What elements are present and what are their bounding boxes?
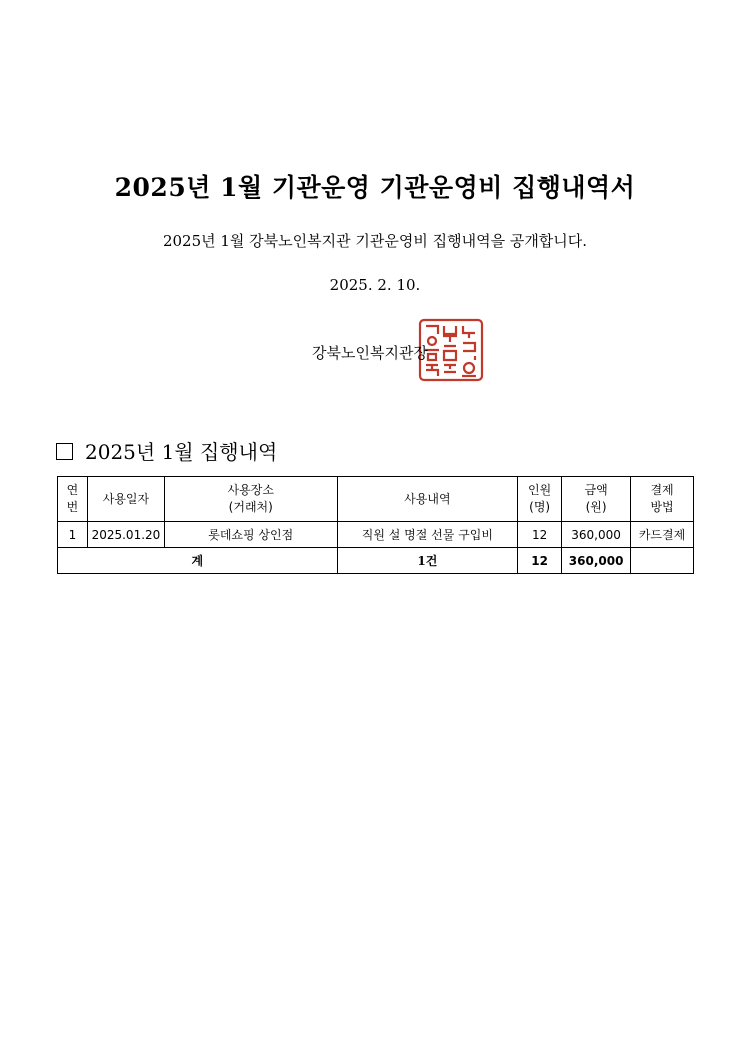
document-title: 2025년 1월 기관운영 기관운영비 집행내역서 xyxy=(114,173,636,202)
cell-people: 12 xyxy=(518,522,562,548)
col-header-detail: 사용내역 xyxy=(337,477,518,522)
document-subtitle: 2025년 1월 강북노인복지관 기관운영비 집행내역을 공개합니다. xyxy=(162,232,588,250)
total-row xyxy=(58,548,694,574)
signatory-name: 강북노인복지관장 xyxy=(312,344,428,362)
table-row xyxy=(58,522,694,548)
total-amount: 360,000 xyxy=(562,548,631,574)
col-header-amount: 금액 (원) xyxy=(562,477,631,522)
total-label: 계 xyxy=(58,548,338,574)
square-bullet-icon xyxy=(56,443,73,460)
col-header-place: 사용장소 (거래처) xyxy=(164,477,337,522)
total-payment xyxy=(631,548,694,574)
cell-place: 롯데쇼핑 상인점 xyxy=(164,522,337,548)
col-header-no: 연 번 xyxy=(58,477,88,522)
cell-payment: 카드결제 xyxy=(631,522,694,548)
total-count: 1건 xyxy=(337,548,518,574)
col-header-date: 사용일자 xyxy=(87,477,164,522)
cell-no: 1 xyxy=(58,522,88,548)
col-header-payment: 결제 방법 xyxy=(631,477,694,522)
total-people: 12 xyxy=(518,548,562,574)
section-heading: 2025년 1월 집행내역 xyxy=(56,436,277,465)
document-date: 2025. 2. 10. xyxy=(329,276,421,294)
cell-date: 2025.01.20 xyxy=(87,522,164,548)
cell-detail: 직원 설 명절 선물 구입비 xyxy=(337,522,518,548)
cell-amount: 360,000 xyxy=(562,522,631,548)
expense-table xyxy=(57,476,694,574)
col-header-people: 인원 (명) xyxy=(518,477,562,522)
table-header-row xyxy=(58,477,694,522)
